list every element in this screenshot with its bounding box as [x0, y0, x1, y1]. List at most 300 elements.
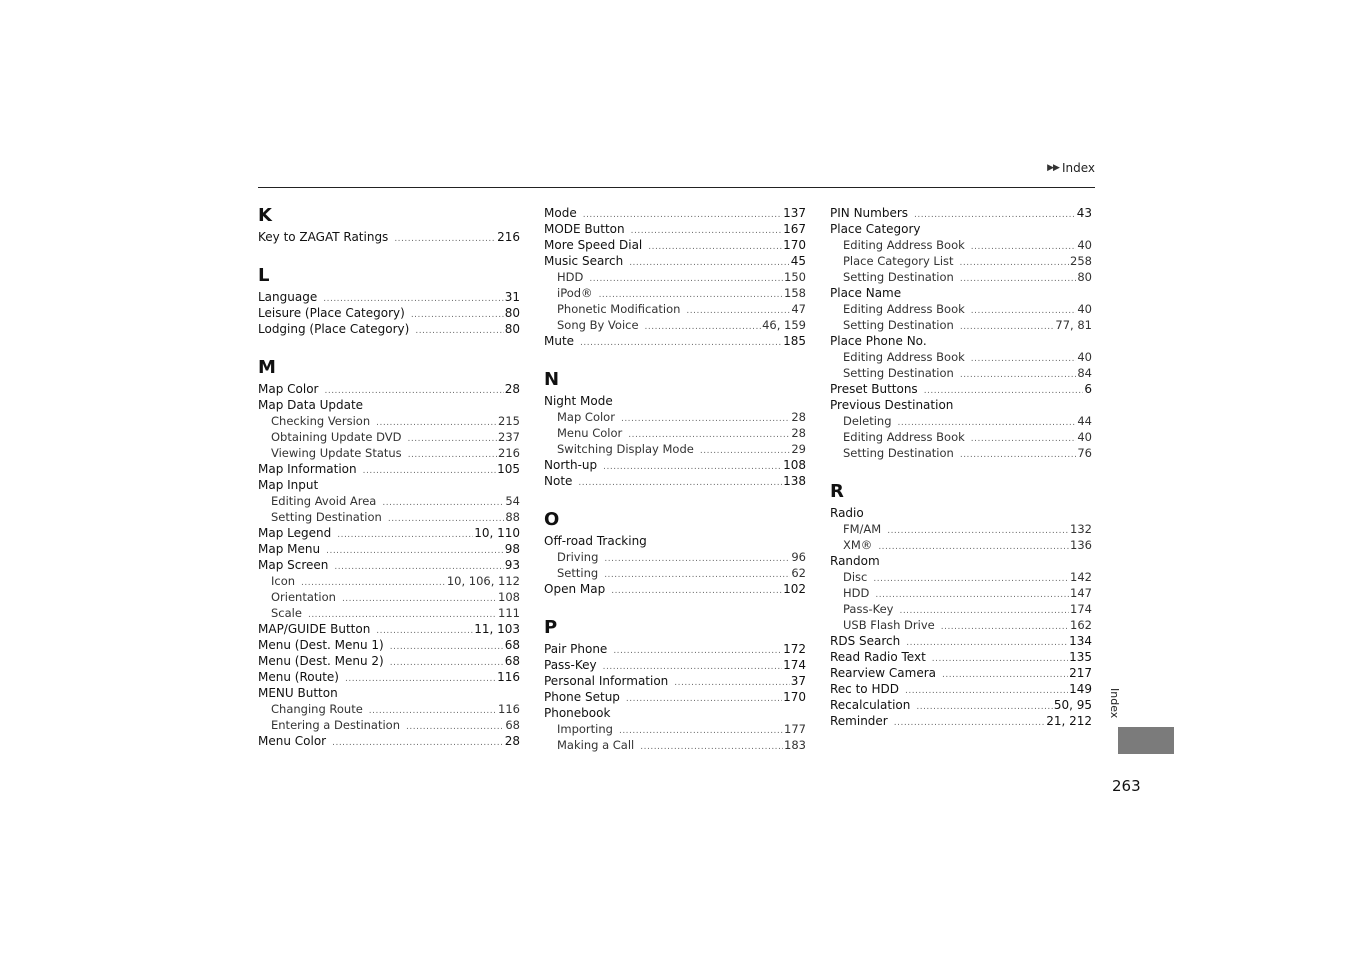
dot-leader — [960, 271, 1077, 287]
dot-leader — [337, 527, 473, 543]
double-arrow-icon: ▶▶ — [1047, 163, 1059, 173]
dot-leader — [932, 651, 1068, 667]
index-page-ref: 170 — [783, 238, 806, 252]
dot-leader — [406, 719, 504, 735]
index-page-ref: 158 — [784, 286, 806, 300]
dot-leader — [960, 319, 1055, 335]
index-subentry — [544, 565, 806, 581]
index-subentry — [258, 509, 520, 525]
index-subentry — [258, 573, 520, 589]
dot-leader — [411, 307, 504, 323]
index-subentry — [258, 493, 520, 509]
index-term: Viewing Update Status — [271, 446, 402, 460]
index-page-ref: 46, 159 — [762, 318, 806, 332]
index-entry — [258, 321, 520, 337]
dot-leader — [626, 691, 782, 707]
dot-leader — [873, 571, 1069, 587]
index-entry — [830, 649, 1092, 665]
dot-leader — [363, 463, 496, 479]
index-page-ref: 134 — [1069, 634, 1092, 648]
dot-leader — [894, 715, 1045, 731]
index-letter-heading: O — [544, 509, 560, 530]
index-page-ref: 111 — [498, 606, 520, 620]
index-subentry — [830, 601, 1092, 617]
section-gap — [258, 245, 520, 261]
index-subentry — [544, 425, 806, 441]
index-entry — [258, 557, 520, 573]
index-term: FM/AM — [843, 522, 882, 536]
index-letter-heading: M — [258, 357, 276, 378]
index-term: Disc — [843, 570, 868, 584]
index-entry — [544, 689, 806, 705]
index-subentry — [544, 285, 806, 301]
dot-leader — [942, 667, 1068, 683]
index-column-3 — [830, 205, 1092, 729]
index-page-ref: 43 — [1076, 206, 1092, 220]
index-entry — [830, 713, 1092, 729]
index-term: PIN Numbers — [830, 206, 909, 220]
index-entry — [830, 681, 1092, 697]
index-subentry — [830, 521, 1092, 537]
index-entry — [544, 333, 806, 349]
index-term: Personal Information — [544, 674, 669, 688]
index-page-ref: 150 — [784, 270, 806, 284]
index-page-ref: 137 — [783, 206, 806, 220]
index-term: USB Flash Drive — [843, 618, 935, 632]
index-page-ref: 116 — [498, 702, 520, 716]
dot-leader — [629, 255, 790, 271]
index-subentry — [544, 269, 806, 285]
index-page-ref: 132 — [1070, 522, 1092, 536]
index-subentry — [544, 409, 806, 425]
index-page-ref: 98 — [504, 542, 520, 556]
index-term: Map Legend — [258, 526, 332, 540]
index-subentry — [830, 537, 1092, 553]
index-term: Switching Display Mode — [557, 442, 694, 456]
index-page-ref: 88 — [505, 510, 520, 524]
index-page-ref: 68 — [504, 654, 520, 668]
index-term: Mute — [544, 334, 575, 348]
index-entry — [544, 657, 806, 673]
index-page-ref: 84 — [1077, 366, 1092, 380]
index-term: Preset Buttons — [830, 382, 918, 396]
index-page-ref: 28 — [791, 410, 806, 424]
index-subentry — [258, 717, 520, 733]
index-column-1 — [258, 205, 520, 749]
index-page-ref: 108 — [498, 590, 520, 604]
index-term: Recalculation — [830, 698, 911, 712]
index-term: Leisure (Place Category) — [258, 306, 405, 320]
dot-leader — [971, 239, 1077, 255]
dot-leader — [700, 443, 791, 459]
dot-leader — [382, 495, 504, 511]
index-entry — [258, 541, 520, 557]
index-term: Scale — [271, 606, 302, 620]
dot-leader — [960, 255, 1070, 271]
section-tab-label: Index — [1108, 688, 1121, 719]
index-page-ref: 76 — [1077, 446, 1092, 460]
index-entry — [258, 653, 520, 669]
index-term: Driving — [557, 550, 599, 564]
section-tab — [1118, 727, 1174, 754]
index-page-ref: 216 — [498, 446, 520, 460]
index-term: Pass-Key — [843, 602, 894, 616]
index-term: Phone Setup — [544, 690, 620, 704]
index-entry — [544, 641, 806, 657]
index-term: Music Search — [544, 254, 624, 268]
index-term: Editing Avoid Area — [271, 494, 377, 508]
index-subentry — [544, 441, 806, 457]
index-term: Setting Destination — [843, 366, 954, 380]
index-term: Deleting — [843, 414, 892, 428]
index-page-ref: 147 — [1070, 586, 1092, 600]
index-term: Menu (Dest. Menu 1) — [258, 638, 384, 652]
index-entry — [544, 473, 806, 489]
index-term: Rearview Camera — [830, 666, 937, 680]
index-term: Open Map — [544, 582, 606, 596]
index-page-ref: 170 — [783, 690, 806, 704]
index-page-ref: 28 — [504, 382, 520, 396]
index-term: Importing — [557, 722, 613, 736]
dot-leader — [408, 447, 497, 463]
index-subentry — [258, 445, 520, 461]
dot-leader — [589, 271, 783, 287]
index-page-ref: 217 — [1069, 666, 1092, 680]
index-page-ref: 177 — [784, 722, 806, 736]
index-page-ref: 45 — [790, 254, 806, 268]
index-entry — [258, 461, 520, 477]
index-term: Note — [544, 474, 573, 488]
index-term: Menu Color — [258, 734, 327, 748]
index-subentry — [830, 317, 1092, 333]
index-term: Pass-Key — [544, 658, 597, 672]
index-term: Changing Route — [271, 702, 363, 716]
index-page-ref: 162 — [1070, 618, 1092, 632]
index-page-ref: 108 — [783, 458, 806, 472]
index-entry-heading: Night Mode — [544, 394, 613, 408]
index-page-ref: 105 — [497, 462, 520, 476]
index-page-ref: 68 — [504, 638, 520, 652]
dot-leader — [578, 475, 782, 491]
index-entry — [258, 525, 520, 541]
dot-leader — [878, 539, 1069, 555]
dot-leader — [674, 675, 789, 691]
index-page-ref: 31 — [504, 290, 520, 304]
index-term: Setting Destination — [843, 318, 954, 332]
index-page-ref: 142 — [1070, 570, 1092, 584]
dot-leader — [905, 683, 1068, 699]
dot-leader — [604, 551, 790, 567]
dot-leader — [971, 431, 1077, 447]
index-entry-heading: Map Input — [258, 478, 319, 492]
index-term: Map Screen — [258, 558, 329, 572]
index-term: Key to ZAGAT Ratings — [258, 230, 389, 244]
index-entry — [830, 697, 1092, 713]
index-entry — [258, 669, 520, 685]
index-subentry — [544, 737, 806, 753]
index-term: HDD — [843, 586, 870, 600]
dot-leader — [640, 739, 783, 755]
index-entry — [544, 673, 806, 689]
index-page-ref: 47 — [791, 302, 806, 316]
breadcrumb-section: Index — [1061, 161, 1095, 175]
dot-leader — [613, 643, 782, 659]
index-page-ref: 6 — [1084, 382, 1092, 396]
index-term: Editing Address Book — [843, 430, 965, 444]
dot-leader — [580, 335, 782, 351]
index-page-ref: 40 — [1077, 302, 1092, 316]
dot-leader — [332, 735, 504, 751]
index-entry — [544, 253, 806, 269]
dot-leader — [887, 523, 1069, 539]
index-entry-heading: Radio — [830, 506, 864, 520]
index-entry — [830, 633, 1092, 649]
dot-leader — [645, 319, 762, 335]
index-entry — [544, 237, 806, 253]
index-entry — [258, 381, 520, 397]
index-letter-heading: K — [258, 205, 272, 226]
dot-leader — [604, 567, 790, 583]
index-subentry — [830, 585, 1092, 601]
index-subentry — [258, 413, 520, 429]
index-subentry — [830, 301, 1092, 317]
index-page-ref: 44 — [1077, 414, 1092, 428]
index-entry-heading: Place Category — [830, 222, 921, 236]
index-subentry — [258, 701, 520, 717]
index-subentry — [830, 349, 1092, 365]
index-page-ref: 40 — [1077, 238, 1092, 252]
index-subentry — [830, 617, 1092, 633]
index-subentry — [544, 317, 806, 333]
index-page-ref: 37 — [790, 674, 806, 688]
index-term: Icon — [271, 574, 296, 588]
index-term: More Speed Dial — [544, 238, 643, 252]
index-subentry — [544, 721, 806, 737]
index-term: Menu (Route) — [258, 670, 339, 684]
index-term: Making a Call — [557, 738, 635, 752]
index-page-ref: 54 — [505, 494, 520, 508]
index-page-ref: 135 — [1069, 650, 1092, 664]
dot-leader — [415, 323, 503, 339]
index-term: Lodging (Place Category) — [258, 322, 410, 336]
index-subentry — [830, 253, 1092, 269]
section-gap — [258, 337, 520, 353]
index-page-ref: 93 — [504, 558, 520, 572]
index-term: Orientation — [271, 590, 336, 604]
index-subentry — [830, 569, 1092, 585]
index-page-ref: 258 — [1070, 254, 1092, 268]
index-entry — [830, 205, 1092, 221]
index-entry — [544, 205, 806, 221]
dot-leader — [408, 431, 498, 447]
index-term: Song By Voice — [557, 318, 639, 332]
dot-leader — [342, 591, 497, 607]
dot-leader — [376, 623, 473, 639]
index-page-ref: 80 — [1077, 270, 1092, 284]
index-term: Map Color — [258, 382, 319, 396]
index-term: Map Menu — [258, 542, 321, 556]
index-page-ref: 183 — [784, 738, 806, 752]
index-term: HDD — [557, 270, 584, 284]
index-page-ref: 50, 95 — [1053, 698, 1092, 712]
page-number: 263 — [1112, 777, 1141, 795]
index-entry-heading: Phonebook — [544, 706, 611, 720]
index-page-ref: 96 — [791, 550, 806, 564]
dot-leader — [914, 207, 1076, 223]
index-term: Read Radio Text — [830, 650, 926, 664]
index-entry-heading: Off-road Tracking — [544, 534, 647, 548]
index-term: iPod® — [557, 286, 593, 300]
index-page-ref: 62 — [791, 566, 806, 580]
dot-leader — [390, 639, 504, 655]
breadcrumb — [1047, 161, 1095, 175]
index-letter-heading: N — [544, 369, 560, 390]
index-page-ref: 116 — [497, 670, 520, 684]
section-gap — [544, 349, 806, 365]
index-entry-heading: Place Phone No. — [830, 334, 927, 348]
index-letter-heading: L — [258, 265, 270, 286]
index-subentry — [544, 549, 806, 565]
index-term: Editing Address Book — [843, 350, 965, 364]
index-term: Phonetic Modification — [557, 302, 681, 316]
index-subentry — [830, 445, 1092, 461]
index-term: Setting Destination — [271, 510, 382, 524]
index-term: Menu Color — [557, 426, 623, 440]
index-entry — [544, 457, 806, 473]
index-page-ref: 216 — [497, 230, 520, 244]
index-subentry — [830, 237, 1092, 253]
index-entry-heading: MENU Button — [258, 686, 338, 700]
dot-leader — [390, 655, 504, 671]
index-page-ref: 68 — [505, 718, 520, 732]
header-rule — [258, 187, 1095, 188]
index-subentry — [830, 429, 1092, 445]
section-gap — [544, 489, 806, 505]
index-entry — [258, 733, 520, 749]
index-term: Mode — [544, 206, 577, 220]
index-entry — [258, 305, 520, 321]
index-page-ref: 172 — [783, 642, 806, 656]
index-entry — [830, 665, 1092, 681]
dot-leader — [394, 231, 496, 247]
index-entry — [544, 581, 806, 597]
index-page-ref: 102 — [783, 582, 806, 596]
index-term: XM® — [843, 538, 873, 552]
index-term: Obtaining Update DVD — [271, 430, 402, 444]
index-term: Map Color — [557, 410, 615, 424]
dot-leader — [345, 671, 496, 687]
index-page-ref: 215 — [498, 414, 520, 428]
index-entry-heading: Previous Destination — [830, 398, 954, 412]
dot-leader — [875, 587, 1069, 603]
index-column-2 — [544, 205, 806, 753]
index-page-ref: 28 — [791, 426, 806, 440]
index-page-ref: 28 — [504, 734, 520, 748]
index-term: MAP/GUIDE Button — [258, 622, 371, 636]
index-term: Entering a Destination — [271, 718, 400, 732]
index-term: Editing Address Book — [843, 238, 965, 252]
index-term: Language — [258, 290, 318, 304]
section-gap — [544, 597, 806, 613]
index-page-ref: 136 — [1070, 538, 1092, 552]
index-term: Setting — [557, 566, 599, 580]
dot-leader — [971, 351, 1077, 367]
index-term: Setting Destination — [843, 446, 954, 460]
index-term: Rec to HDD — [830, 682, 899, 696]
index-term: North-up — [544, 458, 598, 472]
index-page-ref: 77, 81 — [1055, 318, 1092, 332]
dot-leader — [941, 619, 1069, 635]
index-page-ref: 40 — [1077, 430, 1092, 444]
index-subentry — [830, 365, 1092, 381]
index-entry — [258, 637, 520, 653]
index-page-ref: 80 — [504, 322, 520, 336]
index-page-ref: 40 — [1077, 350, 1092, 364]
index-entry — [830, 381, 1092, 397]
index-page-ref: 174 — [1070, 602, 1092, 616]
index-page-ref: 149 — [1069, 682, 1092, 696]
section-gap — [830, 461, 1092, 477]
index-term: Map Information — [258, 462, 357, 476]
dot-leader — [326, 543, 504, 559]
index-page-ref: 80 — [504, 306, 520, 320]
dot-leader — [619, 723, 783, 739]
index-entry-heading: Map Data Update — [258, 398, 364, 412]
index-entry — [258, 621, 520, 637]
dot-leader — [621, 411, 790, 427]
dot-leader — [603, 459, 782, 475]
index-page-ref: 10, 110 — [474, 526, 520, 540]
dot-leader — [631, 223, 782, 239]
index-entry — [544, 221, 806, 237]
index-entry-heading: Place Name — [830, 286, 902, 300]
index-page-ref: 185 — [783, 334, 806, 348]
index-page-ref: 21, 212 — [1046, 714, 1092, 728]
index-term: Setting Destination — [843, 270, 954, 284]
index-page-ref: 237 — [498, 430, 520, 444]
index-term: Menu (Dest. Menu 2) — [258, 654, 384, 668]
dot-leader — [916, 699, 1052, 715]
index-subentry — [258, 589, 520, 605]
index-subentry — [258, 429, 520, 445]
index-subentry — [830, 413, 1092, 429]
index-page-ref: 10, 106, 112 — [446, 574, 520, 588]
index-term: Place Category List — [843, 254, 954, 268]
dot-leader — [960, 447, 1077, 463]
index-page-ref: 138 — [783, 474, 806, 488]
index-entry-heading: Random — [830, 554, 880, 568]
index-term: RDS Search — [830, 634, 901, 648]
index-letter-heading: P — [544, 617, 558, 638]
index-subentry — [830, 269, 1092, 285]
index-term: Checking Version — [271, 414, 371, 428]
index-subentry — [544, 301, 806, 317]
index-page-ref: 29 — [791, 442, 806, 456]
index-term: Editing Address Book — [843, 302, 965, 316]
index-page-ref: 167 — [783, 222, 806, 236]
index-letter-heading: R — [830, 481, 844, 502]
index-entry — [258, 229, 520, 245]
dot-leader — [611, 583, 782, 599]
index-page-ref: 174 — [783, 658, 806, 672]
dot-leader — [960, 367, 1077, 383]
index-term: Pair Phone — [544, 642, 608, 656]
index-entry — [258, 289, 520, 305]
index-subentry — [258, 605, 520, 621]
dot-leader — [906, 635, 1068, 651]
dot-leader — [648, 239, 782, 255]
index-page-ref: 11, 103 — [474, 622, 520, 636]
